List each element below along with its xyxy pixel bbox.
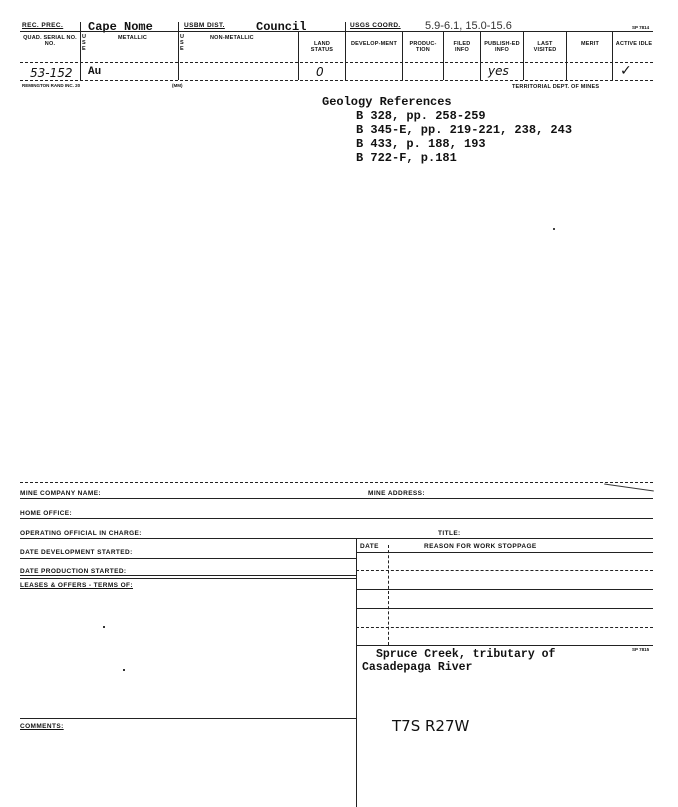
rec-prec-label: REC. PREC.: [22, 22, 64, 29]
title-label: TITLE:: [438, 530, 461, 537]
reference-4: B 722-F, p.181: [356, 151, 457, 165]
col-quad-serial: QUAD. SERIAL NO. NO.: [23, 35, 77, 47]
col-div-6: [443, 32, 444, 80]
col-metallic: METALLIC: [118, 35, 147, 41]
township-range: T7S R27W: [392, 717, 470, 735]
col-div-8: [523, 32, 524, 80]
line-development: [20, 558, 356, 559]
col-div-7: [480, 32, 481, 80]
mine-address-label: MINE ADDRESS:: [368, 490, 425, 497]
lower-top-line: [20, 482, 653, 483]
line-production: [20, 575, 356, 576]
line-date-header: [356, 552, 653, 553]
location-line-2: Casadepaga River: [362, 661, 473, 674]
col-metallic-use: U S E: [82, 34, 87, 52]
comments-label: COMMENTS:: [20, 723, 64, 730]
reference-1: B 328, pp. 258-259: [356, 109, 486, 123]
department-name: TERRITORIAL DEPT. OF MINES: [512, 84, 600, 90]
col-active-idle: ACTIVE IDLE: [615, 41, 653, 47]
col-development: DEVELOP-MENT: [350, 41, 398, 47]
col-land-status: LAND STATUS: [310, 41, 334, 53]
usgs-value: 5.9-6.1, 15.0-15.6: [425, 20, 512, 32]
line-comments: [20, 718, 356, 719]
col-nonmetallic-use: U S E: [180, 34, 185, 52]
col-div-2: [178, 22, 179, 80]
col-div-9: [566, 32, 567, 80]
col-div-10: [612, 32, 613, 80]
line-stoppage-2: [356, 589, 653, 590]
line-official: [20, 538, 653, 539]
usbm-label: USBM DIST.: [184, 22, 225, 29]
col-production: PRODUC-TION: [409, 41, 437, 53]
line-home: [20, 518, 653, 519]
active-check-mark: ✓: [620, 63, 632, 79]
center-divider: [356, 538, 357, 807]
form-number-2: SP 7815: [632, 647, 650, 652]
location-line-1: Spruce Creek, tributary of: [376, 648, 556, 661]
col-nonmetallic: NON-METALLIC: [210, 35, 254, 41]
printer-info: REMINGTON RAND INC. 20: [22, 83, 81, 88]
published-info-value: yes: [488, 64, 509, 78]
speck: [123, 669, 125, 671]
col-filed-info: FILED INFO: [453, 41, 471, 53]
pen-stroke: [604, 484, 654, 492]
col-published-info: PUBLISH-ED INFO: [484, 41, 520, 53]
usgs-label: USGS COORD.: [350, 22, 401, 29]
col-div-5: [402, 32, 403, 80]
header-line-2: [20, 62, 653, 63]
date-production-label: DATE PRODUCTION STARTED:: [20, 568, 127, 575]
references-heading: Geology References: [322, 95, 452, 109]
reference-2: B 345-E, pp. 219-221, 238, 243: [356, 123, 573, 137]
top-header: [0, 0, 678, 100]
home-office-label: HOME OFFICE:: [20, 510, 73, 517]
col-div-3: [298, 32, 299, 80]
col-merit: MERIT: [580, 41, 600, 47]
date-label: DATE: [360, 543, 379, 550]
col-last-visited: LAST VISITED: [533, 41, 557, 53]
geology-references: [322, 95, 572, 165]
line-stoppage-5: [356, 645, 653, 646]
usbm-value: Council: [256, 20, 307, 34]
date-development-label: DATE DEVELOPMENT STARTED:: [20, 549, 133, 556]
line-stoppage-4: [356, 627, 653, 628]
date-divider: [388, 545, 389, 645]
reference-3: B 433, p. 188, 193: [356, 137, 486, 151]
header-line-1: [20, 31, 653, 32]
form-number: SP 7814: [632, 25, 650, 30]
operating-official-label: OPERATING OFFICIAL IN CHARGE:: [20, 530, 142, 537]
line-mine: [20, 498, 653, 499]
col-div-1: [80, 22, 81, 80]
line-stoppage-3: [356, 608, 653, 609]
speck: [553, 228, 555, 230]
mine-company-label: MINE COMPANY NAME:: [20, 490, 101, 497]
speck: [103, 626, 105, 628]
quad-number: 53-152: [30, 66, 73, 80]
printer-code: (MM): [172, 83, 183, 88]
land-status-value: 0: [316, 65, 324, 79]
leases-label: LEASES & OFFERS - TERMS OF:: [20, 582, 133, 589]
line-production-2: [20, 578, 356, 579]
col-div-4: [345, 22, 346, 80]
rec-prec-value: Cape Nome: [88, 20, 153, 34]
reason-label: REASON FOR WORK STOPPAGE: [424, 543, 537, 550]
line-stoppage-1: [356, 570, 653, 571]
header-line-3: [20, 80, 653, 81]
metallic-value: Au: [88, 66, 102, 78]
